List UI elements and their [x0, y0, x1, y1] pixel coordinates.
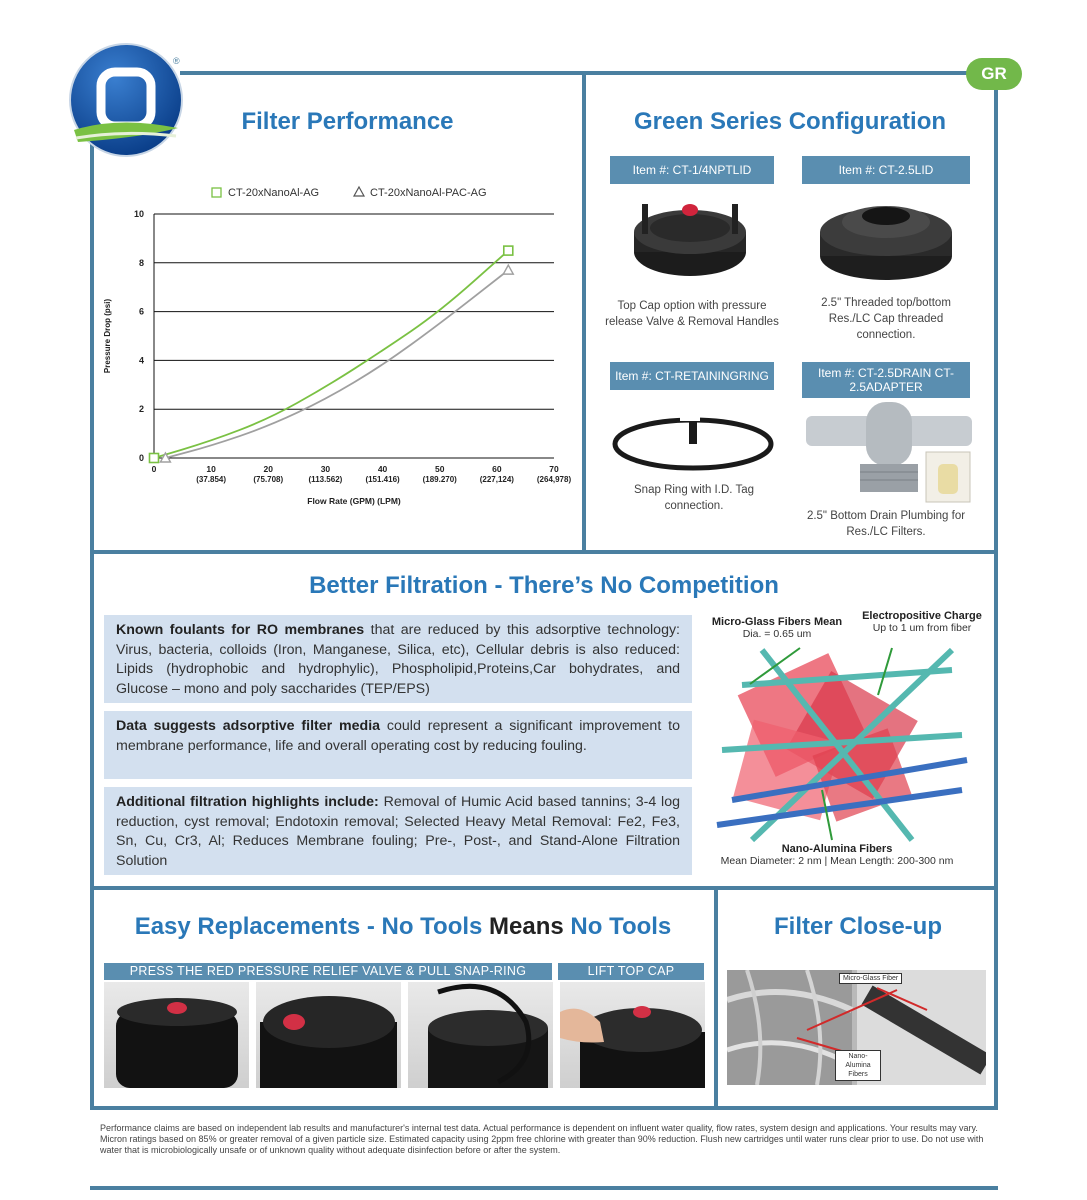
x-tick-label-10: 10: [206, 464, 216, 474]
series-badge: GR: [966, 58, 1022, 90]
top-rule: [180, 71, 968, 75]
performance-title: Filter Performance: [241, 108, 454, 135]
step-lift-cap: LIFT TOP CAP: [558, 963, 704, 980]
top-cap-image: [628, 196, 752, 288]
x-tick-sub-60: (227,124): [479, 475, 514, 484]
foulants-text: that are reduced by this adsorptive technology: Virus, bacteria, colloids (Iron, Manganese, Silica, etc), Cellular debris is also reduced: Lipids (hydrophobic and hydrophylic), Phospholipid,Proteins,Car bohydrates, and Glucose – mono and poly saccharides (TEP/EPS): [116, 622, 680, 697]
replacements-title-part1: Easy Replacements - No Tools: [134, 913, 490, 940]
adsorptive-media-box: [104, 711, 692, 779]
x-tick-sub-20: (75.708): [253, 475, 284, 484]
y-tick-label-2: 2: [138, 404, 144, 415]
y-tick-label-0: 0: [138, 453, 144, 463]
x-tick-label-60: 60: [492, 464, 502, 474]
y-tick-label-4: 4: [138, 355, 144, 366]
right-rule: [994, 88, 998, 1110]
y-tick-label-8: 8: [138, 257, 144, 268]
filtration-title: Better Filtration - There’s No Competition: [309, 572, 779, 599]
legend-marker-1: [354, 187, 364, 196]
mid-rule-1: [90, 550, 998, 554]
x-tick-sub-50: (189.270): [422, 475, 457, 484]
adsorptive-lead: Data suggests adsorptive filter media: [116, 718, 381, 734]
x-tick-label-50: 50: [434, 464, 445, 474]
item-tag-drain-adapter: Item #: CT-2.5DRAIN CT-2.5ADAPTER: [802, 362, 970, 398]
series-0-marker-1: [504, 246, 513, 255]
series-1-marker-1: [503, 265, 513, 274]
bottom-divider: [714, 886, 718, 1108]
x-axis-title: Flow Rate (GPM) (LPM): [307, 496, 401, 506]
step-press-valve: PRESS THE RED PRESSURE RELIEF VALVE & PULL SNAP-RING: [104, 963, 552, 980]
snap-ring-image: [610, 410, 776, 474]
highlights-text: Removal of Humic Acid based tannins; 3-4 log reduction, cyst removal; Endotoxin removal; Selected Heavy Metal Removal: Fe2, Fe3, Sn, Cu, Cr3, Al; Reduces Membrane fouling; Pre-, Post-, and Stand-Alone Filtration Solution: [116, 794, 680, 869]
legend-label-1: CT-20xNanoAl-PAC-AG: [370, 187, 487, 199]
charge-sub: Up to 1 um from fiber: [872, 622, 972, 634]
alumina-title: Nano-Alumina Fibers: [781, 843, 893, 855]
charge-label: [852, 610, 992, 634]
pressure-drop-chart: [100, 180, 580, 520]
item-tag-lid-nptl: Item #: CT-1/4NPTLID: [610, 156, 774, 184]
closeup-label-glass: Micro-Glass Fiber: [839, 973, 902, 984]
bottom-rule: [90, 1106, 998, 1110]
glass-fiber-sub: Dia. = 0.65 um: [742, 628, 812, 640]
foulants-lead: Known foulants for RO membranes: [116, 622, 365, 638]
config-title: Green Series Configuration: [633, 108, 947, 135]
series-0-marker-0: [150, 454, 159, 463]
legend-label-0: CT-20xNanoAl-AG: [228, 187, 320, 199]
drain-adapter-image: [806, 402, 972, 506]
x-tick-sub-70: (264,978): [536, 475, 572, 484]
x-tick-label-70: 70: [549, 464, 559, 474]
top-divider: [582, 71, 586, 553]
x-tick-label-20: 20: [263, 464, 274, 474]
charge-title: Electropositive Charge: [862, 610, 982, 622]
series-line-0: [154, 251, 508, 458]
fiber-diagram: [712, 640, 982, 850]
x-tick-label-40: 40: [377, 464, 388, 474]
step-photo-1: [104, 982, 249, 1088]
closeup-title: Filter Close-up: [773, 913, 942, 940]
replacements-title-part2: Means: [489, 913, 564, 940]
step-photo-3: [408, 982, 553, 1088]
alumina-label: [702, 843, 972, 867]
item-tag-lid-25: Item #: CT-2.5LID: [802, 156, 970, 184]
closeup-label-alumina: Nano-Alumina Fibers: [835, 1050, 881, 1081]
y-tick-label-6: 6: [138, 306, 144, 317]
step-photo-2: [256, 982, 401, 1088]
item-desc-retaining-ring: Snap Ring with I.D. Tag connection.: [634, 484, 754, 512]
registered-mark: ®: [173, 56, 180, 66]
x-tick-sub-30: (113.562): [308, 475, 343, 484]
item-desc-lid-25: 2.5" Threaded top/bottom Res./LC Cap threaded connection.: [821, 297, 951, 341]
series-line-1: [165, 270, 508, 458]
item-desc-drain-adapter: 2.5" Bottom Drain Plumbing for Res./LC Filters.: [806, 510, 966, 538]
adsorptive-text: could represent a significant improvement to membrane performance, life and overall operating cost by reducing fouling.: [116, 718, 680, 754]
x-tick-sub-40: (151.416): [365, 475, 400, 484]
step-photo-4: [560, 982, 705, 1088]
x-tick-label-0: 0: [151, 464, 157, 474]
threaded-cap-image: [814, 192, 958, 288]
highlights-lead: Additional filtration highlights include:: [116, 794, 379, 810]
glass-fiber-label: [702, 616, 852, 640]
foulants-box: [104, 615, 692, 703]
highlights-box: [104, 787, 692, 875]
replacements-title: [100, 913, 706, 941]
y-axis-title: Pressure Drop (psi): [103, 298, 112, 374]
alumina-sub: Mean Diameter: 2 nm | Mean Length: 200-300 nm: [720, 855, 954, 867]
disclaimer-text: Performance claims are based on independent lab results and manufacturer's internal test data. Actual performance is dependent on influent water quality, flow rates, system design and applications. Your results may vary. Micron ratings based on 85% or greater removal of a given particle size. Estimated capacity using 2ppm free chlorine with greater than 90% reduction. Flush new cartridges until water runs clear prior to use. Do not use with water that is microbiologically unsafe or of unknown quality without adequate disinfection before or after the system.: [100, 1123, 984, 1155]
brand-logo: [68, 42, 184, 158]
mid-rule-2: [90, 886, 998, 890]
x-tick-sub-10: (37.854): [196, 475, 227, 484]
item-tag-retaining-ring: Item #: CT-RETAININGRING: [610, 362, 774, 390]
legend-marker-0: [212, 188, 221, 197]
left-rule: [90, 140, 94, 1110]
footer-rule: [90, 1186, 998, 1190]
item-desc-lid-nptl: Top Cap option with pressure release Valve & Removal Handles: [605, 300, 779, 328]
y-tick-label-10: 10: [133, 209, 144, 219]
closeup-photo: [727, 970, 986, 1085]
glass-fiber-title: Micro-Glass Fibers Mean: [711, 616, 843, 628]
replacements-title-part3: No Tools: [563, 913, 672, 940]
x-tick-label-30: 30: [320, 464, 331, 474]
